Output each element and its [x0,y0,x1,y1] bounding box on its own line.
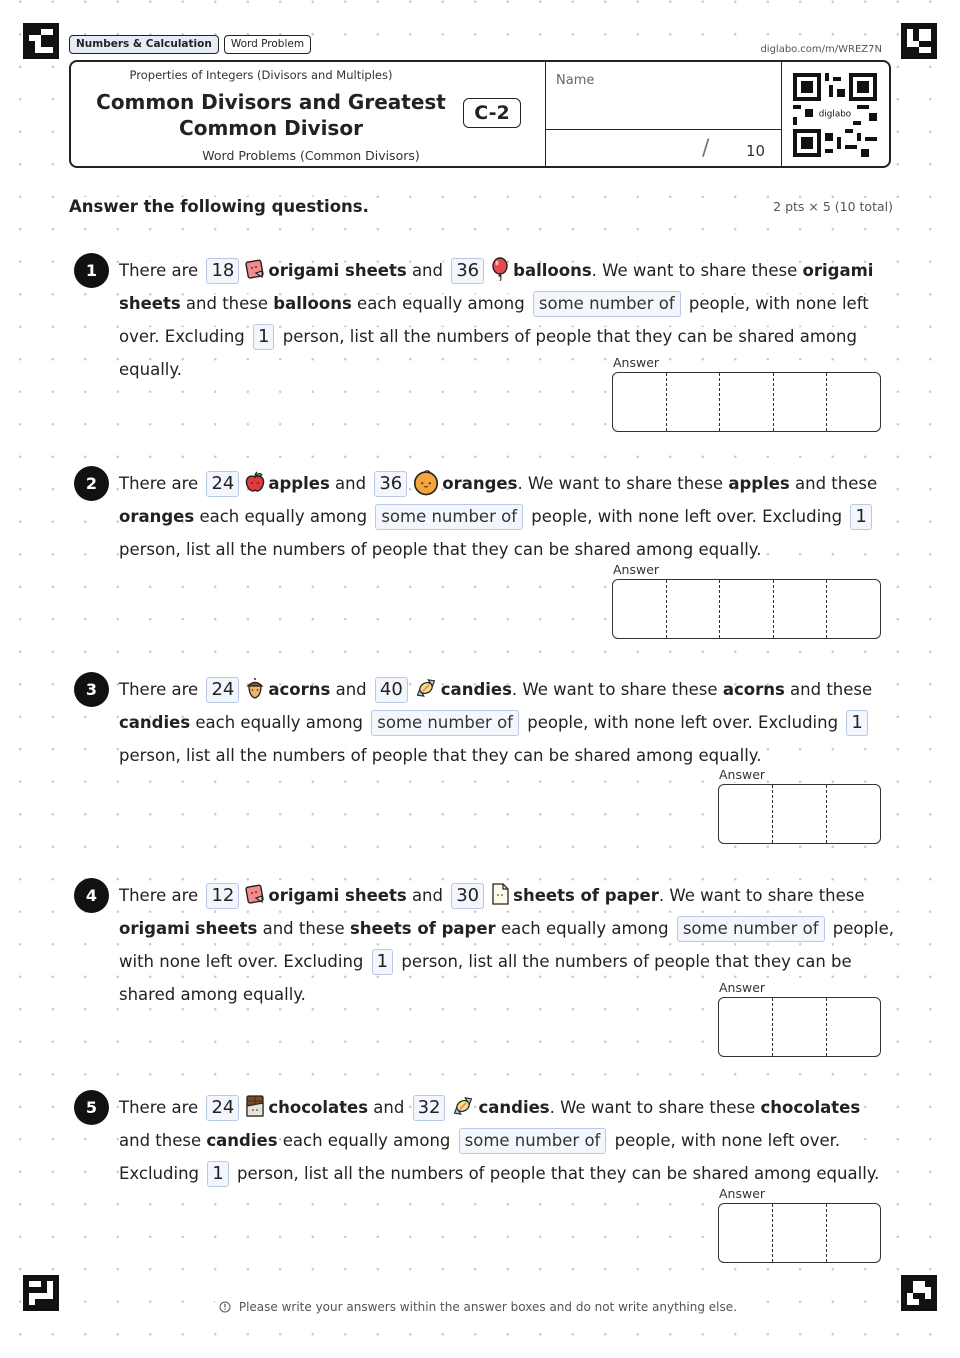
question-text [119,879,894,1011]
title-line-1: Common Divisors and Greatest [96,90,446,114]
qr-code-icon [793,73,877,157]
item-b-name: candies [478,1098,550,1117]
text-share: . We want to share these [549,1098,756,1117]
acorn-icon [243,676,267,700]
title-panel [71,62,546,166]
paper-icon [488,882,512,906]
item-a-name: chocolates [268,1098,369,1117]
answer-cell[interactable] [666,580,720,638]
corner-marker [23,23,59,59]
answer-cell[interactable] [773,373,827,431]
text-each-equally: each equally among [195,713,364,732]
name-score-panel [546,62,782,166]
text-people: people, with none left over. Excluding [119,919,894,971]
text-people: people, with none left over. Excluding [119,1131,841,1183]
excluded-count: 1 [207,1161,228,1187]
answer-cell[interactable] [773,580,827,638]
tag-category: Numbers & Calculation [69,35,219,54]
excluded-count: 1 [372,949,393,975]
item-b-name: oranges [119,507,195,526]
quantity-b: 30 [451,883,484,909]
item-b-name: balloons [273,294,352,313]
question-number: 2 [74,466,109,501]
answer-label: Answer [719,767,766,782]
some-number-of-box: some number of [371,710,519,736]
text-and: and [373,1098,405,1117]
answer-cell[interactable] [666,373,720,431]
text-share: . We want to share these [591,261,798,280]
quantity-b: 32 [413,1095,446,1121]
excluded-count: 1 [253,324,274,350]
item-a-name: apples [728,474,790,493]
chocolate-icon [243,1094,267,1118]
excluded-count: 1 [846,710,867,736]
text-people: people, with none left over. Excluding [527,713,839,732]
origami-icon [243,882,267,906]
score-total: 10 [746,142,766,160]
unit-title: Properties of Integers (Divisors and Multiples) [129,68,393,82]
answer-cell[interactable] [826,785,880,843]
apple-icon [243,470,267,494]
some-number-of-box: some number of [459,1128,607,1154]
origami-icon [243,257,267,281]
item-b-name: sheets of paper [513,886,659,905]
text-person-list: person, list all the numbers of people that they can be shared among equally. [119,327,857,379]
footer-text: Please write your answers within the answer boxes and do not write anything else. [235,1300,741,1314]
answer-cell[interactable] [772,785,826,843]
answer-box-5[interactable] [718,1203,881,1263]
answer-cell[interactable] [772,1204,826,1262]
instructions: Answer the following questions. [69,197,373,216]
text-each-equally: each equally among [500,919,669,938]
text-each-equally: each equally among [282,1131,451,1150]
title-line-2: Common Divisor [179,116,363,140]
text-and: and [335,474,367,493]
some-number-of-box: some number of [677,916,825,942]
question-text [119,673,894,772]
orange-icon [411,467,441,497]
item-a-name: origami sheets [268,886,407,905]
quantity-a: 24 [206,471,239,497]
answer-cell[interactable] [719,785,772,843]
answer-box-4[interactable] [718,997,881,1057]
answer-label: Answer [613,355,660,370]
quantity-a: 24 [206,1095,239,1121]
answer-label: Answer [719,980,766,995]
item-a-name: origami sheets [268,261,407,280]
name-label: Name [556,73,595,88]
answer-cell[interactable] [826,1204,880,1262]
text-and-these: and these [185,294,269,313]
corner-marker [901,23,937,59]
worksheet-code: C-2 [463,98,521,128]
text-there-are: There are [119,680,199,699]
text-people: people, with none left over. Excluding [531,507,843,526]
quantity-a: 12 [206,883,239,909]
text-and: and [411,261,443,280]
some-number-of-box: some number of [375,504,523,530]
candy-icon [449,1094,477,1118]
answer-cell[interactable] [719,580,773,638]
text-share: . We want to share these [511,680,718,699]
text-and-these: and these [790,680,873,699]
answer-cell[interactable] [719,373,773,431]
answer-cell[interactable] [772,998,826,1056]
quantity-b: 36 [451,258,484,284]
text-there-are: There are [119,886,199,905]
text-share: . We want to share these [658,886,865,905]
category-tags [69,35,311,54]
item-b-name: balloons [513,261,592,280]
item-b-name: candies [119,713,191,732]
text-each-equally: each equally among [357,294,525,313]
some-number-of-box: some number of [533,291,681,317]
item-b-name: candies [206,1131,278,1150]
divider [546,129,781,130]
item-b-name: candies [440,680,512,699]
item-a-name: acorns [268,680,331,699]
answer-cell[interactable] [719,1204,772,1262]
item-a-name: apples [268,474,330,493]
text-and: and [411,886,443,905]
text-person-list: person, list all the numbers of people that they can be shared among equally. [119,540,762,559]
answer-cell[interactable] [613,580,666,638]
answer-box-1[interactable] [612,372,881,432]
text-each-equally: each equally among [199,507,368,526]
text-person-list: person, list all the numbers of people that they can be shared among equally. [119,952,852,1004]
answer-label: Answer [613,562,660,577]
text-person-list: person, list all the numbers of people that they can be shared among equally. [119,746,762,765]
answer-box-3[interactable] [718,784,881,844]
question-number: 5 [74,1090,109,1125]
item-a-name: acorns [722,680,785,699]
quantity-b: 36 [374,471,407,497]
question-text [119,254,894,386]
question-number: 4 [74,878,109,913]
item-a-name: origami sheets [119,919,258,938]
answer-cell[interactable] [613,373,666,431]
question-number: 3 [74,672,109,707]
quantity-a: 24 [206,677,239,703]
item-b-name: sheets of paper [349,919,496,938]
worksheet-header [69,60,891,168]
text-and-these: and these [119,1131,202,1150]
quantity-b: 40 [375,677,408,703]
tag-type: Word Problem [224,35,311,54]
points-info: 2 pts × 5 (10 total) [773,199,893,214]
question-text [119,1091,894,1190]
text-and: and [335,680,367,699]
text-there-are: There are [119,261,199,280]
question-number: 1 [74,253,109,288]
footer-note [0,1300,960,1314]
item-a-name: origami sheets [119,261,874,313]
item-b-name: oranges [442,474,518,493]
text-there-are: There are [119,474,199,493]
item-a-name: chocolates [760,1098,861,1117]
text-people: people, with none left over. Excluding [119,294,869,346]
text-person-list: person, list all the numbers of people that they can be shared among equally. [236,1164,880,1183]
info-icon [219,1301,231,1313]
worksheet-url: diglabo.com/m/WREZ7N [760,44,882,55]
text-share: . We want to share these [517,474,724,493]
candy-icon [412,676,440,700]
qr-label: diglabo [818,109,852,120]
answer-label: Answer [719,1186,766,1201]
balloon-icon [488,257,512,281]
worksheet-subtitle: Word Problems (Common Divisors) [202,148,420,163]
answer-box-2[interactable] [612,579,881,639]
answer-cell[interactable] [826,580,880,638]
question-text [119,467,894,566]
worksheet-title [91,89,451,141]
answer-cell[interactable] [719,998,772,1056]
answer-cell[interactable] [826,373,880,431]
text-and-these: and these [795,474,878,493]
excluded-count: 1 [850,504,871,530]
answer-cell[interactable] [826,998,880,1056]
score-slash: / [702,136,710,161]
text-and-these: and these [262,919,345,938]
quantity-a: 18 [206,258,239,284]
text-there-are: There are [119,1098,199,1117]
